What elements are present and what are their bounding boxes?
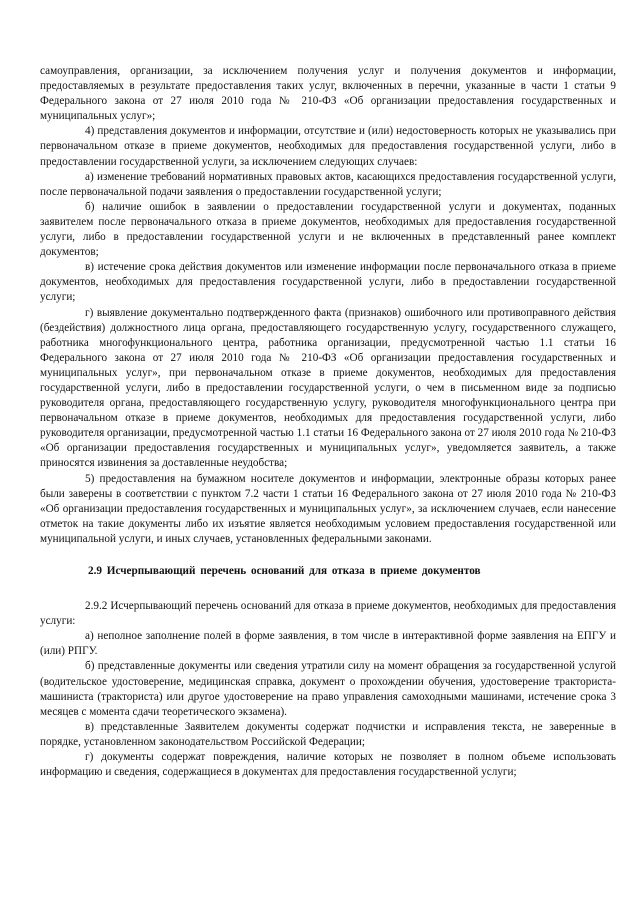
paragraph-2-9-2: 2.9.2 Исчерпывающий перечень оснований для отказа в приеме документов, необходимых для предоставления услуги:	[40, 600, 616, 628]
paragraph-item-4a: а) изменение требований нормативных правовых актов, касающихся предоставления государственной услуги, после первоначальной подачи заявления о предоставлении государственной услуги;	[40, 170, 616, 198]
paragraph-reason-a: а) неполное заполнение полей в форме заявления, в том числе в интерактивной форме заявления на ЕПГУ и (или) РПГУ.	[40, 630, 616, 658]
paragraph-item-4g: г) выявление документально подтвержденного факта (признаков) ошибочного или противоправного действия (бездействия) должностного лица органа, предоставляющего государственную услугу, государственного служащего, работника многофункционального центра, работника организации, предусмотренной частью 1.1 статьи 16 Федерального закона от 27 июля 2010 года № 210-ФЗ «Об организации предоставления государственных и муниципальных услуг», при первоначальном отказе в приеме документов, необходимых для предоставления государственной услуги, либо в предоставлении государственной услуги, о чем в письменном виде за подписью руководителя органа, предоставляющего государственную услугу, руководителя многофункционального центра при первоначальном отказе в приеме документов, необходимых для предоставления государственной услуги, либо руководителя организации, предусмотренной частью 1.1 статьи 16 Федерального закона от 27 июля 2010 года № 210-ФЗ «Об организации предоставления государственных и муниципальных услуг», уведомляется заявитель, а также приносятся извинения за доставленные неудобства;	[40, 306, 616, 470]
paragraph-item-4b: б) наличие ошибок в заявлении о предоставлении государственной услуги и документах, поданных заявителем после первоначального отказа в приеме документов, необходимых для предоставления государственной услуги, либо в предоставлении государственной услуги и не включенных в представленный ранее комплект документов;	[40, 200, 616, 259]
paragraph-item-4: 4) представления документов и информации, отсутствие и (или) недостоверность которых не указывались при первоначальном отказе в приеме документов, необходимых для предоставления государственной услуги, либо в предоставлении государственной услуги, за исключением следующих случаев:	[40, 125, 616, 168]
paragraph-continuation: самоуправления, организации, за исключением получения услуг и получения документов и информации, предоставляемых в результате предоставления таких услуг, включенных в перечни, указанные в части 1 статьи 9 Федерального закона от 27 июля 2010 года № 210-ФЗ «Об организации предоставления государственных и муниципальных услуг»;	[40, 65, 616, 123]
paragraph-item-5: 5) предоставления на бумажном носителе документов и информации, электронные образы которых ранее были заверены в соответствии с пунктом 7.2 части 1 статьи 16 Федерального закона от 27 июля 2010 года № 210-ФЗ «Об организации предоставления государственных и муниципальных услуг», за исключением случаев, если нанесение отметок на такие документы либо их изъятие является необходимым условием предоставления государственной или муниципальной услуги, и иных случаев, установленных федеральными законами.	[40, 472, 616, 545]
paragraph-item-4v: в) истечение срока действия документов или изменение информации после первоначального отказа в приеме документов, необходимых для предоставления государственной услуги, либо в предоставлении государственной услуги;	[40, 261, 616, 304]
paragraph-reason-g: г) документы содержат повреждения, наличие которых не позволяет в полном объеме использовать информацию и сведения, содержащиеся в документах для предоставления государственной услуги;	[40, 751, 616, 779]
paragraph-reason-b: б) представленные документы или сведения утратили силу на момент обращения за государственной услугой (водительское удостоверение, медицинская справка, документ о прохождении обучения, удостоверение тракториста-машиниста (тракториста) или другое удостоверение на право управления самоходными машинами, истечение срока 3 месяцев с момента сдачи теоретического экзамена).	[40, 660, 616, 718]
paragraph-reason-v: в) представленные Заявителем документы содержат подчистки и исправления текста, не заверенные в порядке, установленном законодательством Российской Федерации;	[40, 720, 616, 748]
section-heading: 2.9 Исчерпывающий перечень оснований для отказа в приеме документов	[88, 565, 481, 577]
document-page	[40, 64, 616, 780]
